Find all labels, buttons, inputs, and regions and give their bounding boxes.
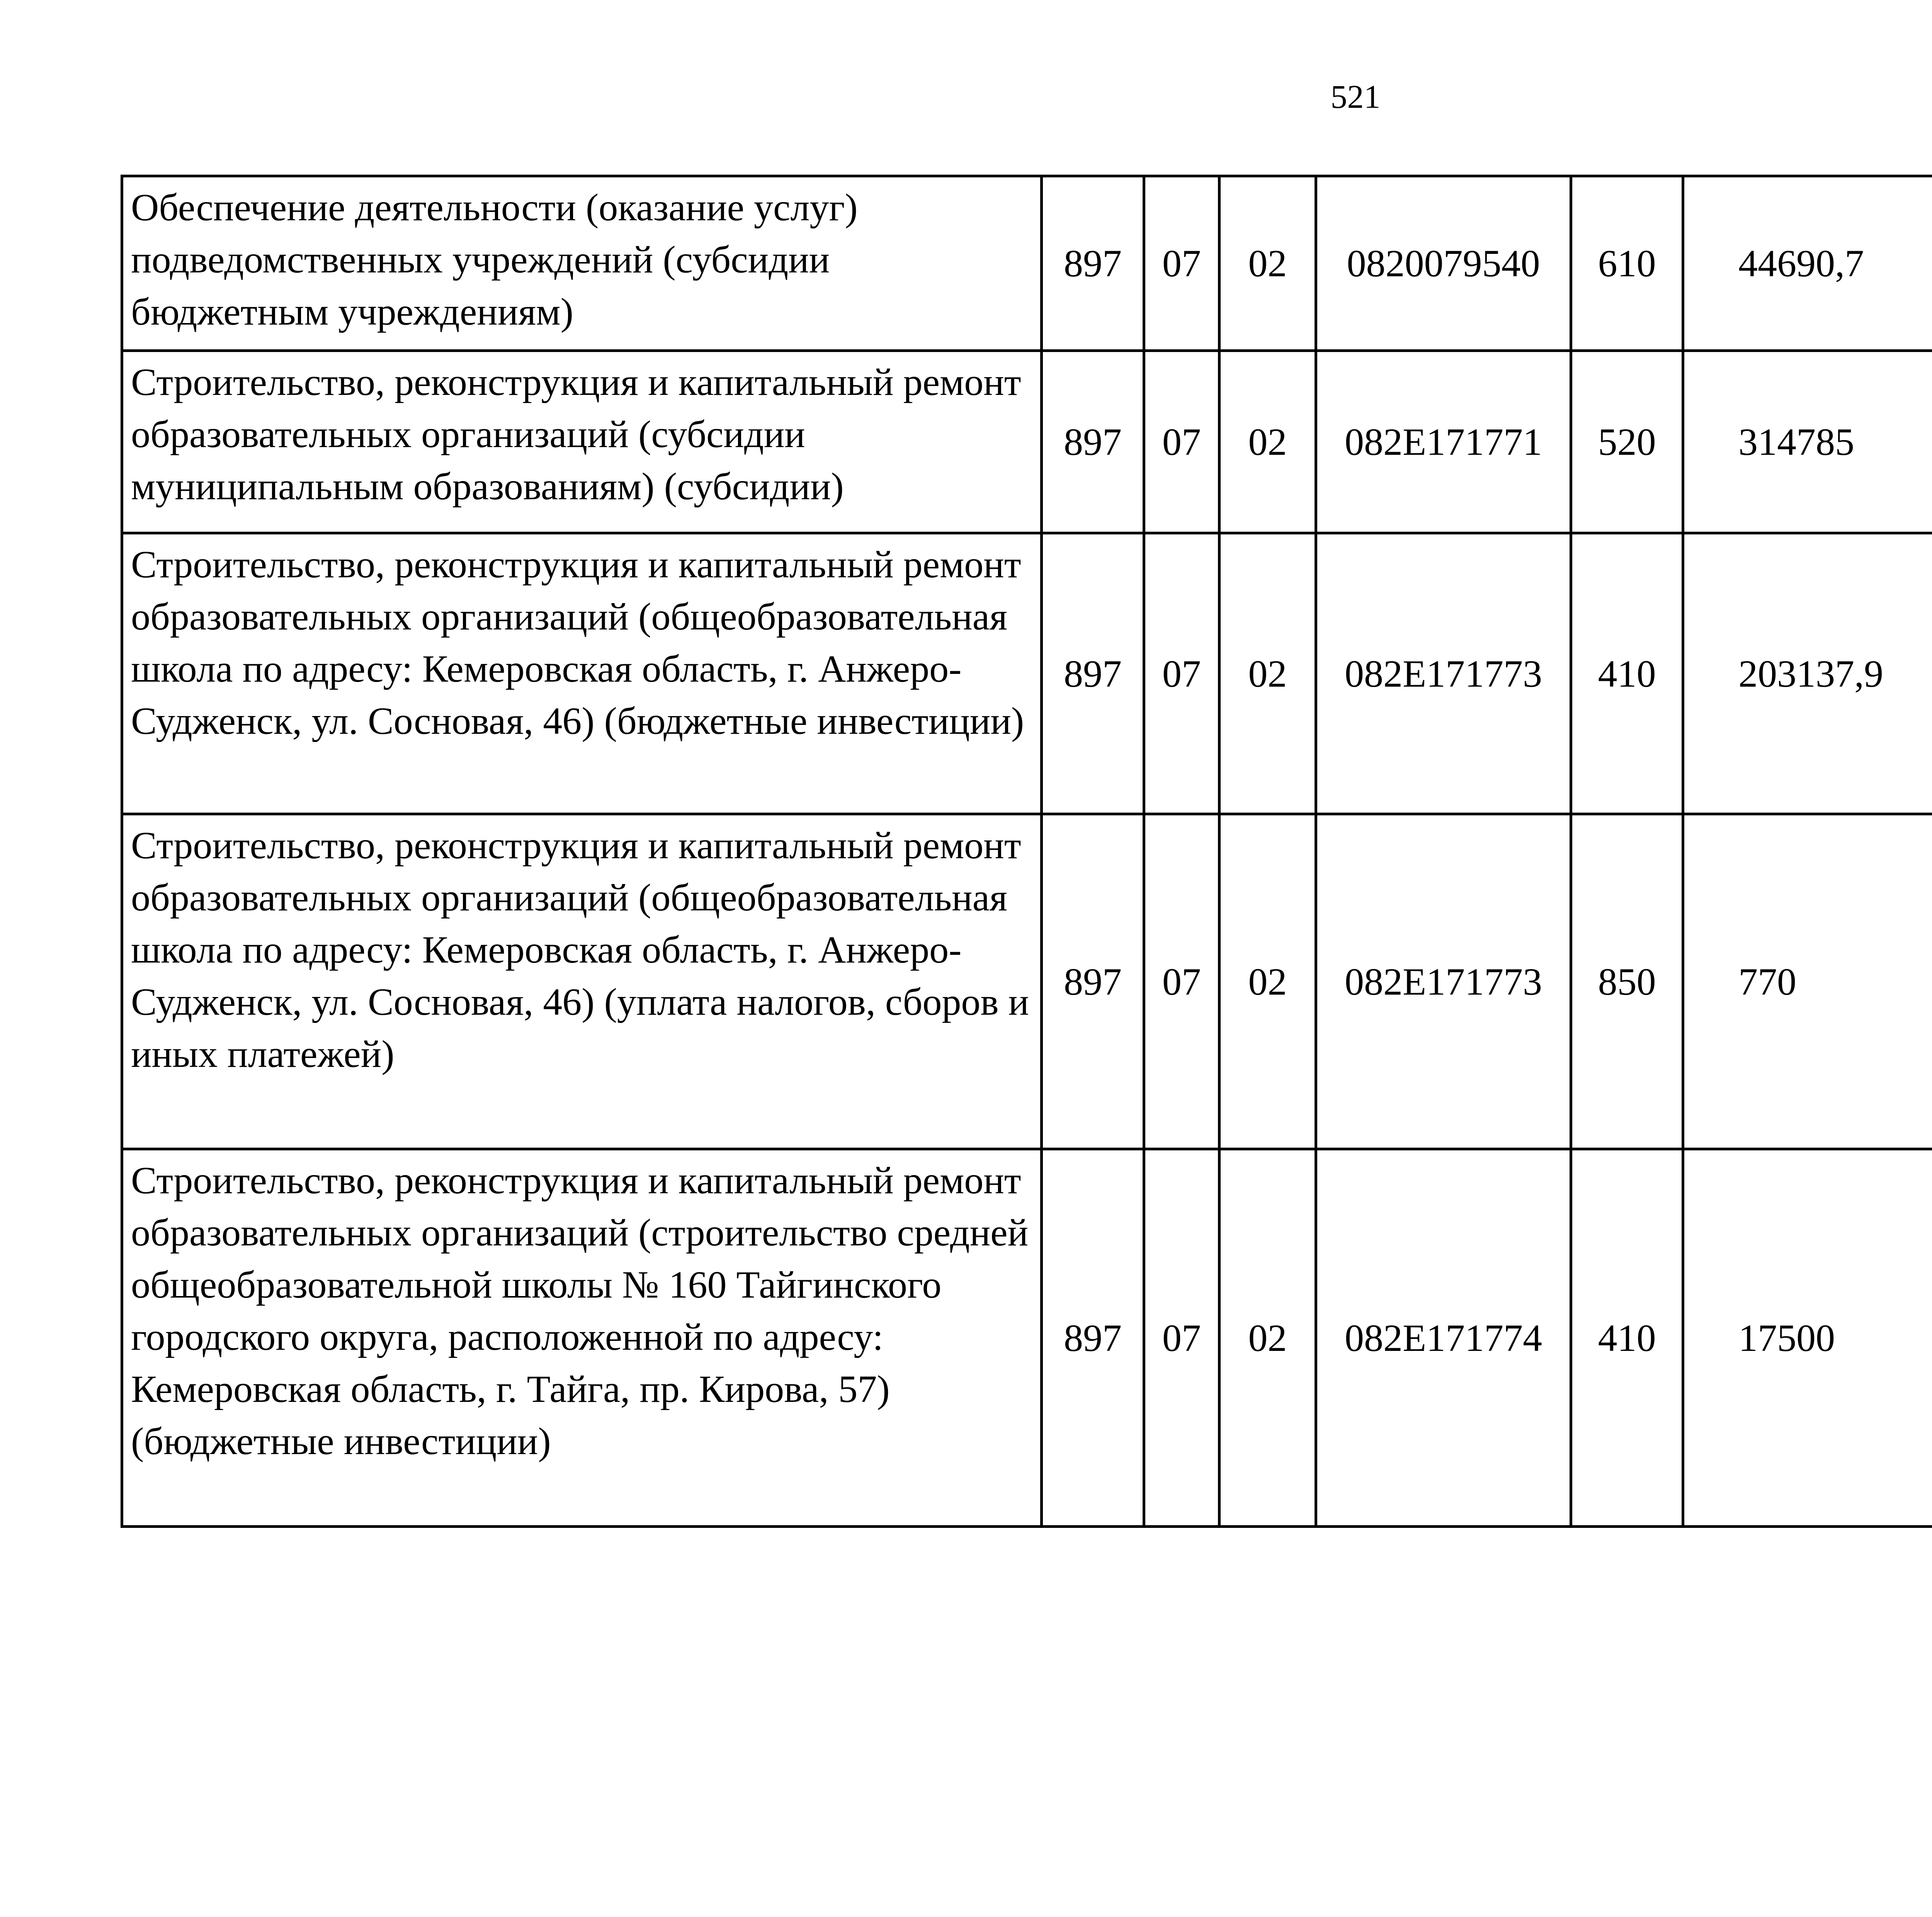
amount-1-cell: 770 bbox=[1683, 814, 1932, 1149]
amount-1-cell: 17500 bbox=[1683, 1149, 1932, 1527]
description-cell: Строительство, реконструкция и капитальный ремонт образовательных организаций (общеобразовательная школа по адресу: Кемеровская область, г. Анжеро-Судженск, ул. Сосновая, 46) (бюджетные инвестиции) bbox=[122, 533, 1042, 814]
section-code-cell: 07 bbox=[1144, 351, 1219, 533]
subsection-code-cell: 02 bbox=[1219, 814, 1316, 1149]
budget-table bbox=[121, 175, 1932, 1528]
target-article-cell: 082E171773 bbox=[1316, 814, 1571, 1149]
table-row bbox=[122, 814, 1932, 1149]
ministry-code-cell: 897 bbox=[1042, 814, 1144, 1149]
amount-1-cell: 203137,9 bbox=[1683, 533, 1932, 814]
expense-type-cell: 410 bbox=[1571, 1149, 1683, 1527]
subsection-code-cell: 02 bbox=[1219, 176, 1316, 351]
table-row bbox=[122, 1149, 1932, 1527]
description-cell: Строительство, реконструкция и капитальный ремонт образовательных организаций (строительство средней общеобразовательной школы № 160 Тайгинского городского округа, расположенной по адресу: Кемеровская область, г. Тайга, пр. Кирова, 57) (бюджетные инвестиции) bbox=[122, 1149, 1042, 1527]
section-code-cell: 07 bbox=[1144, 814, 1219, 1149]
expense-type-cell: 520 bbox=[1571, 351, 1683, 533]
section-code-cell: 07 bbox=[1144, 533, 1219, 814]
section-code-cell: 07 bbox=[1144, 176, 1219, 351]
section-code-cell: 07 bbox=[1144, 1149, 1219, 1527]
page-number: 521 bbox=[1330, 78, 1381, 115]
expense-type-cell: 850 bbox=[1571, 814, 1683, 1149]
expense-type-cell: 610 bbox=[1571, 176, 1683, 351]
target-article-cell: 082E171771 bbox=[1316, 351, 1571, 533]
target-article-cell: 082E171773 bbox=[1316, 533, 1571, 814]
subsection-code-cell: 02 bbox=[1219, 351, 1316, 533]
subsection-code-cell: 02 bbox=[1219, 533, 1316, 814]
table-row bbox=[122, 533, 1932, 814]
ministry-code-cell: 897 bbox=[1042, 351, 1144, 533]
description-cell: Обеспечение деятельности (оказание услуг) подведомственных учреждений (субсидии бюджетным учреждениям) bbox=[122, 176, 1042, 351]
amount-1-cell: 44690,7 bbox=[1683, 176, 1932, 351]
target-article-cell: 0820079540 bbox=[1316, 176, 1571, 351]
table-row bbox=[122, 351, 1932, 533]
ministry-code-cell: 897 bbox=[1042, 533, 1144, 814]
description-cell: Строительство, реконструкция и капитальный ремонт образовательных организаций (субсидии муниципальным образованиям) (субсидии) bbox=[122, 351, 1042, 533]
description-cell: Строительство, реконструкция и капитальный ремонт образовательных организаций (общеобразовательная школа по адресу: Кемеровская область, г. Анжеро-Судженск, ул. Сосновая, 46) (уплата налогов, сборов и иных платежей) bbox=[122, 814, 1042, 1149]
ministry-code-cell: 897 bbox=[1042, 176, 1144, 351]
target-article-cell: 082E171774 bbox=[1316, 1149, 1571, 1527]
amount-1-cell: 314785 bbox=[1683, 351, 1932, 533]
table-row bbox=[122, 176, 1932, 351]
ministry-code-cell: 897 bbox=[1042, 1149, 1144, 1527]
subsection-code-cell: 02 bbox=[1219, 1149, 1316, 1527]
expense-type-cell: 410 bbox=[1571, 533, 1683, 814]
